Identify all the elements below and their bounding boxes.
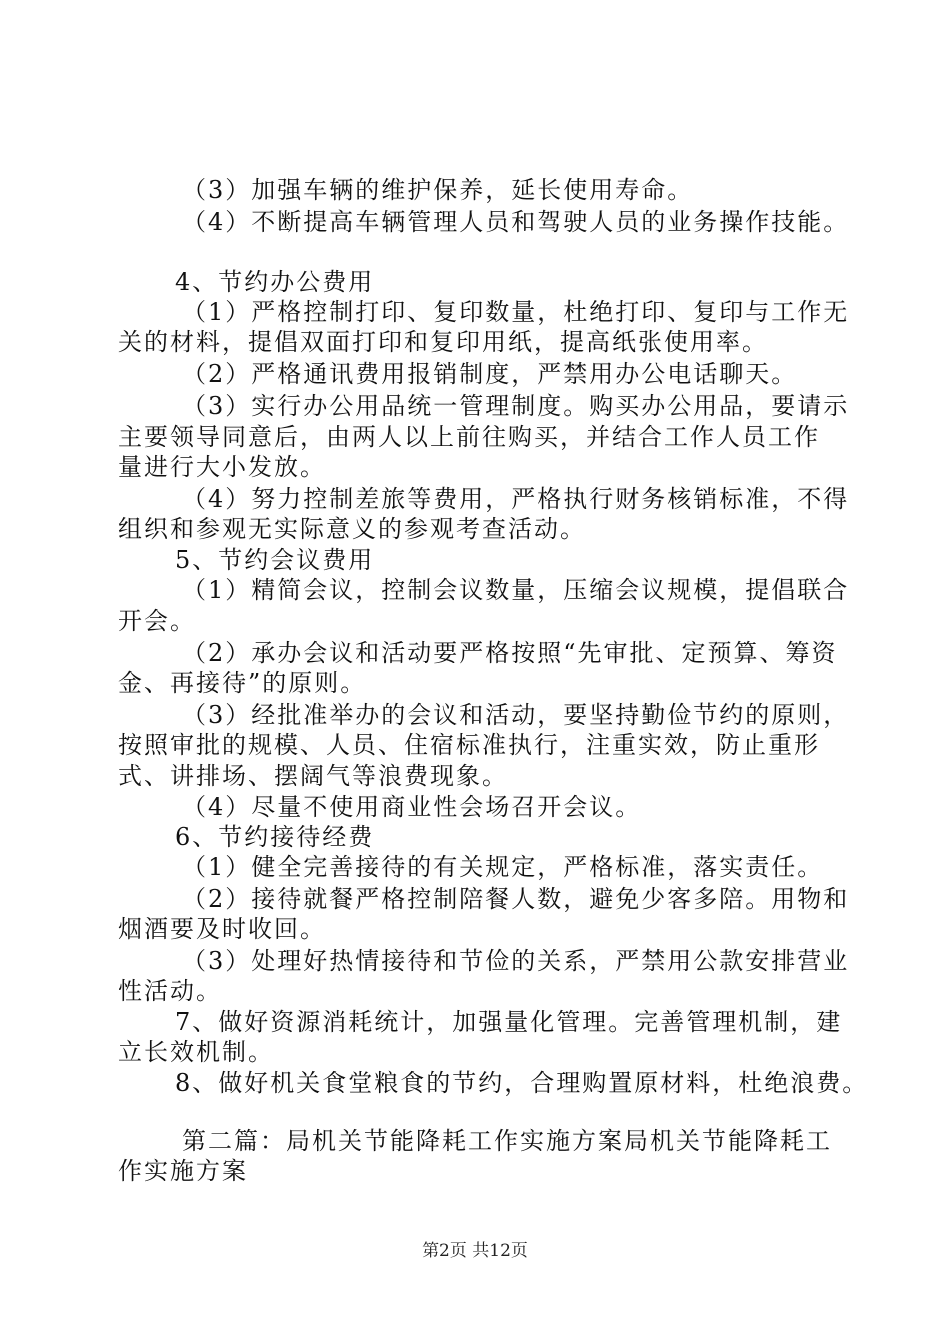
text-line: （3）实行办公用品统一管理制度。购买办公用品，要请示 xyxy=(182,392,850,420)
text-line: 式、讲排场、摆阔气等浪费现象。 xyxy=(118,762,508,790)
text-line: （3）经批准举办的会议和活动，要坚持勤俭节约的原则， xyxy=(182,701,850,729)
text-line: 烟酒要及时收回。 xyxy=(118,915,326,943)
text-line: 组织和参观无实际意义的参观考查活动。 xyxy=(118,515,586,543)
text-line: （1）精简会议，控制会议数量，压缩会议规模，提倡联合 xyxy=(182,576,850,604)
text-line: （3）处理好热情接待和节俭的关系，严禁用公款安排营业 xyxy=(182,947,850,975)
chapter-title: 第二篇：局机关节能降耗工作实施方案局机关节能降耗工 xyxy=(182,1127,832,1155)
section-heading: 4、节约办公费用 xyxy=(175,268,375,296)
text-line: （3）加强车辆的维护保养，延长使用寿命。 xyxy=(182,176,694,204)
text-line: 立长效机制。 xyxy=(118,1038,274,1066)
text-line: （1）健全完善接待的有关规定，严格标准，落实责任。 xyxy=(182,853,824,881)
chapter-title: 作实施方案 xyxy=(118,1157,248,1185)
section-heading: 6、节约接待经费 xyxy=(175,823,375,851)
section-heading: 5、节约会议费用 xyxy=(175,546,375,574)
text-line: 开会。 xyxy=(118,607,196,635)
text-line: （4）尽量不使用商业性会场召开会议。 xyxy=(182,793,642,821)
text-line: 按照审批的规模、人员、住宿标准执行，注重实效，防止重形 xyxy=(118,731,820,759)
text-line: 性活动。 xyxy=(118,977,222,1005)
text-line: 量进行大小发放。 xyxy=(118,453,326,481)
text-line: 关的材料，提倡双面打印和复印用纸，提高纸张使用率。 xyxy=(118,328,768,356)
section-heading: 7、做好资源消耗统计，加强量化管理。完善管理机制，建 xyxy=(175,1008,843,1036)
page-number-footer: 第2页 共12页 xyxy=(422,1241,528,1261)
text-line: （2）接待就餐严格控制陪餐人数，避免少客多陪。用物和 xyxy=(182,885,850,913)
text-line: （2）承办会议和活动要严格按照“先审批、定预算、筹资 xyxy=(182,639,838,667)
text-line: （2）严格通讯费用报销制度，严禁用办公电话聊天。 xyxy=(182,360,798,388)
text-line: （4）努力控制差旅等费用，严格执行财务核销标准，不得 xyxy=(182,485,850,513)
text-line: 主要领导同意后，由两人以上前往购买，并结合工作人员工作 xyxy=(118,423,820,451)
text-line: （1）严格控制打印、复印数量，杜绝打印、复印与工作无 xyxy=(182,298,850,326)
text-line: （4）不断提高车辆管理人员和驾驶人员的业务操作技能。 xyxy=(182,208,850,236)
text-line: 金、再接待”的原则。 xyxy=(118,669,367,697)
section-heading: 8、做好机关食堂粮食的节约，合理购置原材料，杜绝浪费。 xyxy=(175,1069,869,1097)
